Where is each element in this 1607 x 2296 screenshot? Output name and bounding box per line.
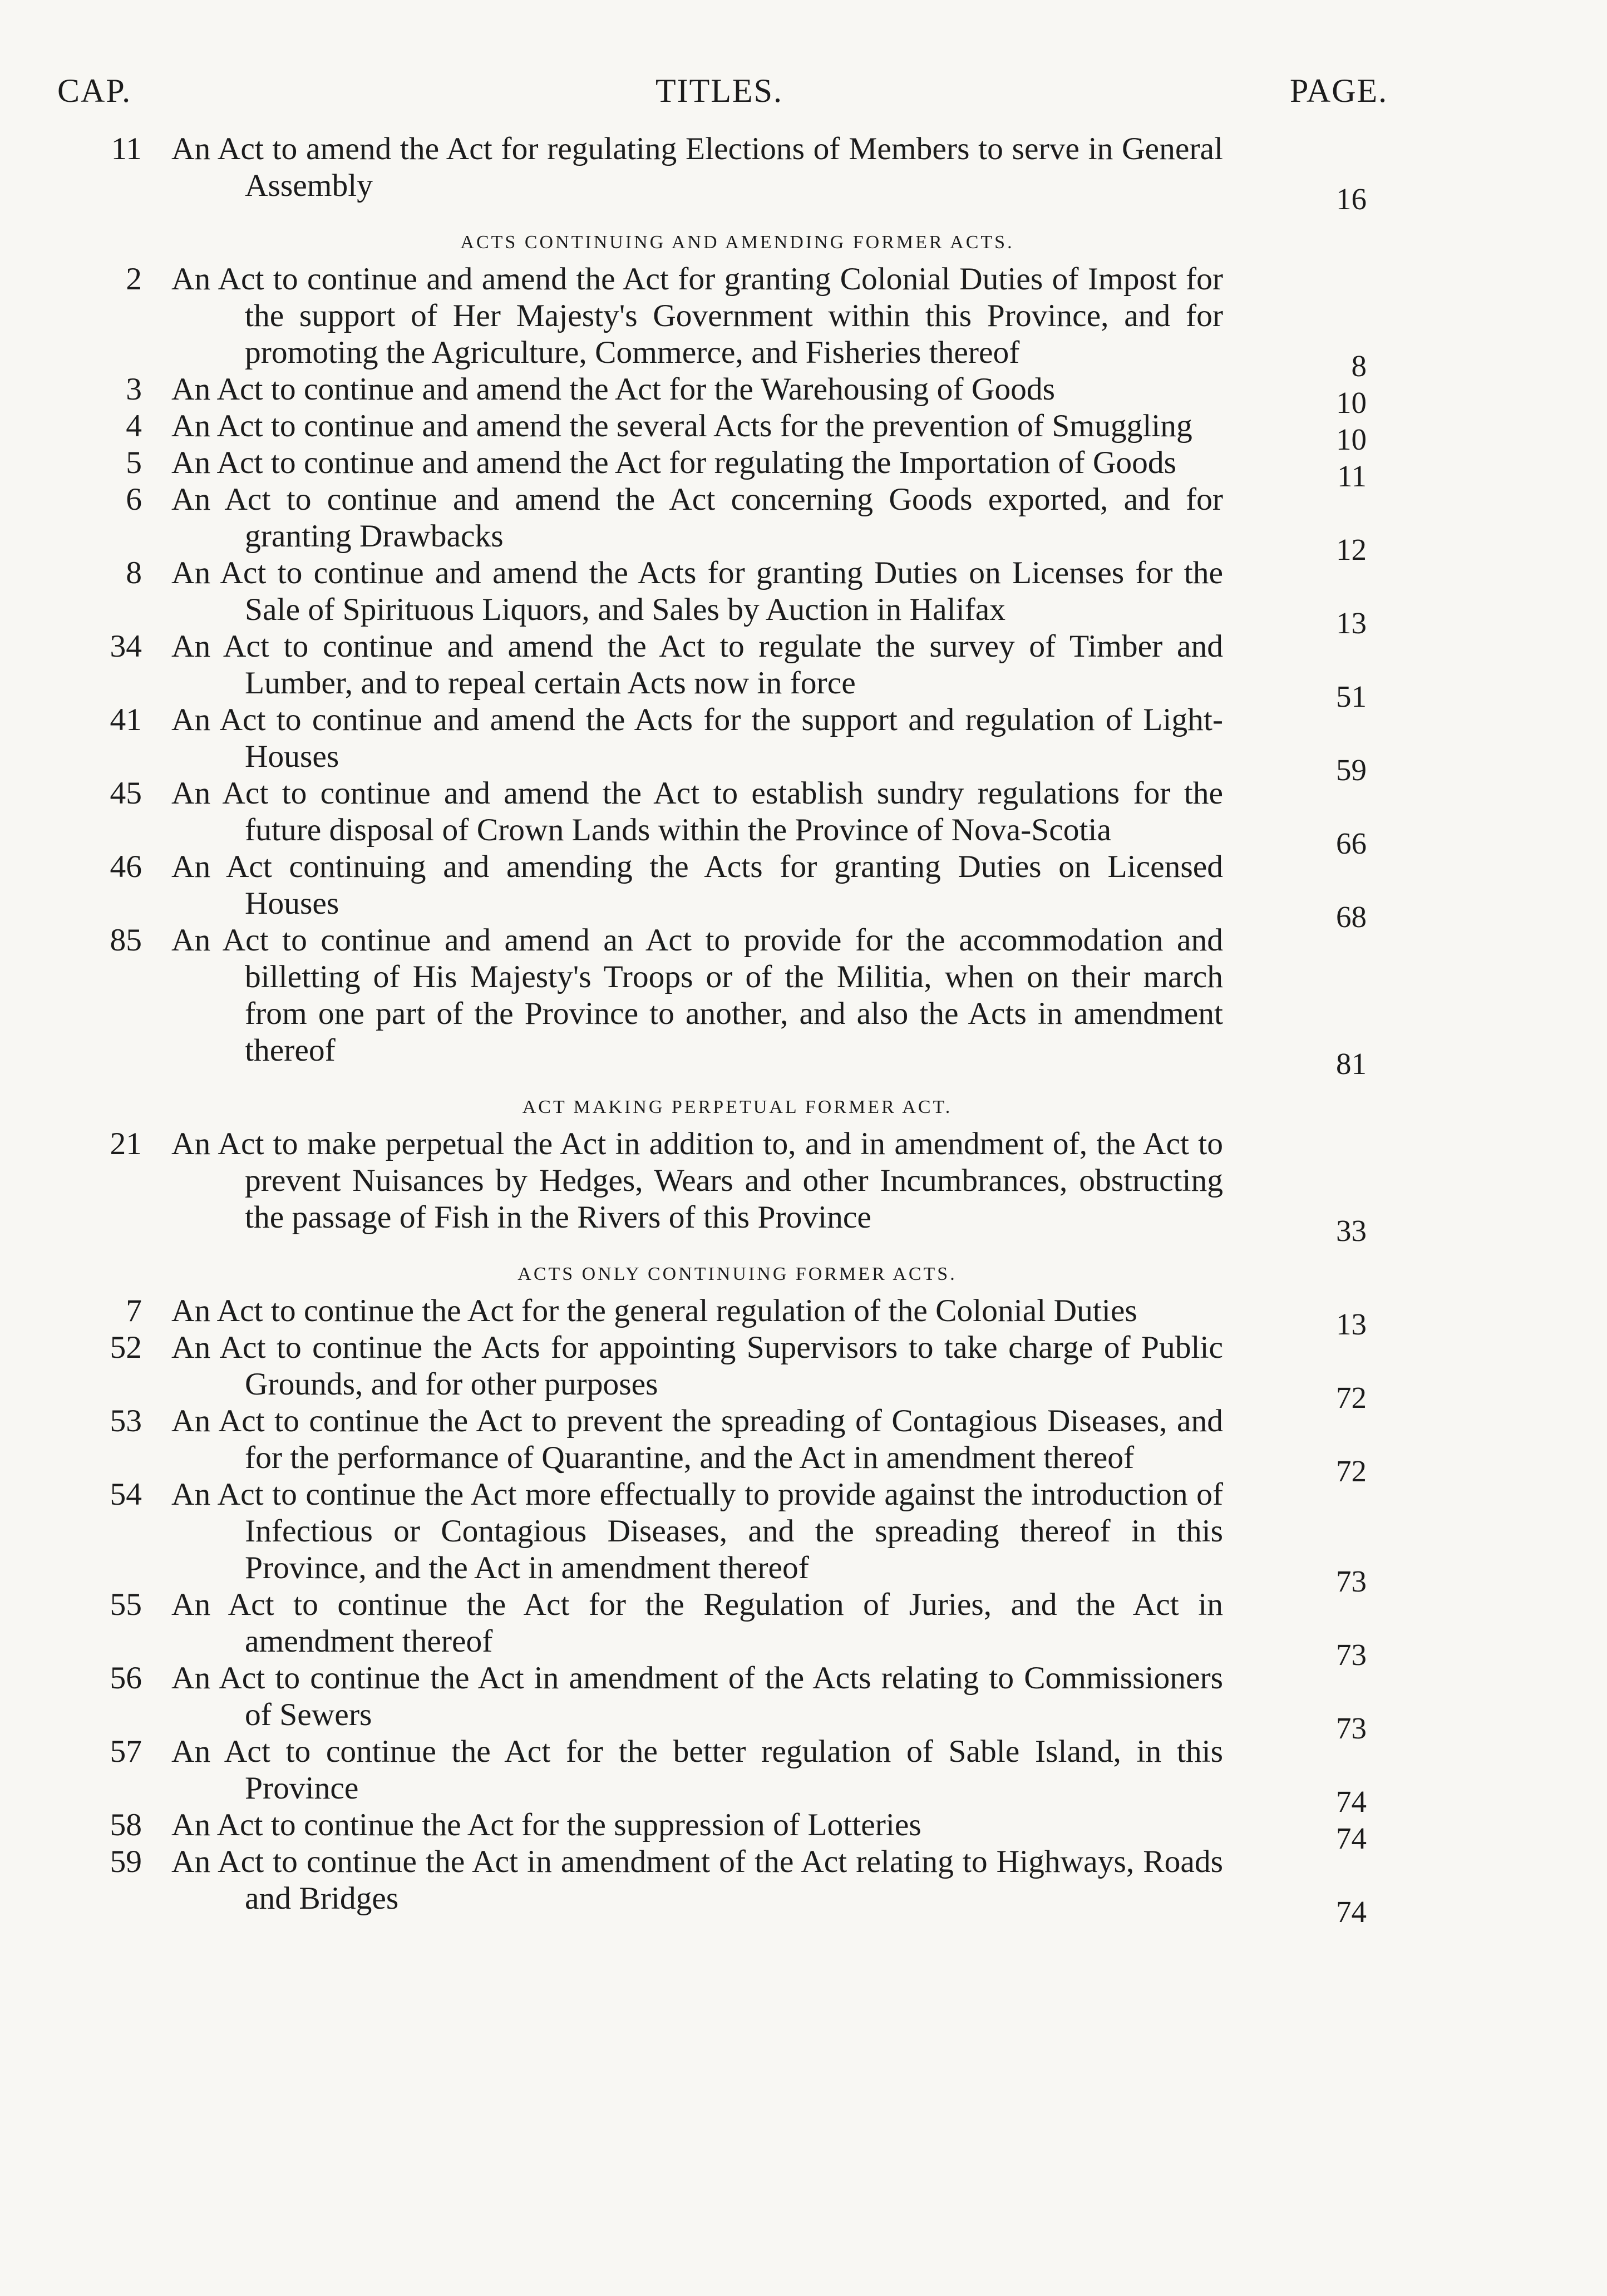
- contents-entry: [0, 1807, 1607, 1855]
- contents-entry: [0, 628, 1607, 713]
- chapter-number: 46: [110, 849, 142, 884]
- page-number: 72: [1336, 1381, 1367, 1415]
- page-number: 81: [1336, 1047, 1367, 1081]
- contents-entry: [0, 1126, 1607, 1248]
- contents-entry: [0, 1293, 1607, 1341]
- act-title: An Act to continue and amend the Acts for the support and regulation of Light-Houses: [171, 702, 1223, 774]
- contents-entry: [0, 775, 1607, 860]
- chapter-number: 54: [110, 1477, 142, 1512]
- page-number: 11: [1337, 459, 1367, 493]
- section-heading: ACTS ONLY CONTINUING FORMER ACTS.: [517, 1264, 957, 1284]
- contents-entry: [0, 131, 1607, 216]
- act-title: An Act to continue and amend the Acts for granting Duties on Licenses for the Sale of Spirituous Liquors, and Sales by Auction in Halifax: [171, 555, 1223, 627]
- chapter-number: 41: [110, 702, 142, 737]
- page-number: 10: [1336, 386, 1367, 420]
- chapter-number: 11: [111, 131, 142, 166]
- act-title: An Act to continue and amend the Act for granting Colonial Duties of Impost for the support of Her Majesty's Government within this Province, and for promoting the Agriculture, Commerce, and Fisheries thereof: [171, 262, 1223, 370]
- contents-entry: [0, 702, 1607, 787]
- contents-entry: [0, 1660, 1607, 1745]
- act-title: An Act to continue and amend the Act to regulate the survey of Timber and Lumber, and to repeal certain Acts now in force: [171, 629, 1223, 701]
- chapter-number: 2: [126, 262, 142, 297]
- page-number: 72: [1336, 1454, 1367, 1488]
- chapter-number: 3: [126, 372, 142, 407]
- act-title: An Act to continue the Act to prevent the spreading of Contagious Diseases, and for the performance of Quarantine, and the Act in amendment thereof: [171, 1403, 1223, 1475]
- contents-entry: [0, 371, 1607, 420]
- contents-entry: [0, 481, 1607, 566]
- page-number: 13: [1336, 606, 1367, 640]
- act-title: An Act to continue the Act for the general regulation of the Colonial Duties: [171, 1293, 1137, 1328]
- chapter-number: 4: [126, 408, 142, 444]
- chapter-number: 85: [110, 923, 142, 958]
- act-title: An Act to make perpetual the Act in addition to, and in amendment of, the Act to prevent Nuisances by Hedges, Wears and other Incumbrances, obstructing the passage of Fish in the Rivers of this Province: [171, 1126, 1223, 1235]
- chapter-number: 8: [126, 555, 142, 590]
- act-title: An Act to continue and amend an Act to provide for the accommodation and billetting of His Majesty's Troops or of the Militia, when on their march from one part of the Province to another, and also the Acts in amendment thereof: [171, 923, 1223, 1068]
- page-number: 74: [1336, 1895, 1367, 1929]
- chapter-number: 57: [110, 1734, 142, 1769]
- contents-entry: [0, 445, 1607, 493]
- act-title: An Act to continue and amend the Act concerning Goods exported, and for granting Drawbacks: [171, 482, 1223, 554]
- chapter-number: 45: [110, 776, 142, 811]
- contents-entry: [0, 1403, 1607, 1488]
- chapter-number: 34: [110, 629, 142, 664]
- chapter-number: 53: [110, 1403, 142, 1438]
- act-title: An Act continuing and amending the Acts for granting Duties on Licensed Houses: [171, 849, 1223, 921]
- contents-entry: [0, 408, 1607, 456]
- chapter-number: 59: [110, 1844, 142, 1879]
- contents-entry: [0, 1844, 1607, 1929]
- act-title: An Act to continue and amend the Act to establish sundry regulations for the future disposal of Crown Lands within the Province of Nova-Scotia: [171, 776, 1223, 848]
- page-number: 13: [1336, 1307, 1367, 1341]
- contents-entry: [0, 1733, 1607, 1819]
- act-title: An Act to continue the Act more effectually to provide against the introduction of Infectious or Contagious Diseases, and the spreading thereof in this Province, and the Act in amendment thereof: [171, 1477, 1223, 1585]
- act-title: An Act to continue the Act in amendment of the Acts relating to Commissioners of Sewers: [171, 1661, 1223, 1732]
- chapter-number: 21: [110, 1126, 142, 1161]
- act-title: An Act to continue and amend the Act for the Warehousing of Goods: [171, 372, 1055, 407]
- contents-entry: [0, 922, 1607, 1081]
- act-title: An Act to continue the Act for the Regulation of Juries, and the Act in amendment thereof: [171, 1587, 1223, 1659]
- page-number: 66: [1336, 826, 1367, 860]
- chapter-number: 5: [126, 445, 142, 480]
- section-heading: ACTS CONTINUING AND AMENDING FORMER ACTS.: [460, 232, 1014, 253]
- page-number: 74: [1336, 1785, 1367, 1819]
- page-number: 8: [1351, 349, 1367, 383]
- contents-entry: [0, 261, 1607, 383]
- chapter-number: 55: [110, 1587, 142, 1622]
- page-column-header: PAGE.: [1290, 72, 1388, 109]
- contents-entry: [0, 1586, 1607, 1672]
- page-number: 73: [1336, 1564, 1367, 1598]
- page-number: 59: [1336, 753, 1367, 787]
- page-number: 10: [1336, 422, 1367, 456]
- cap-column-header: CAP.: [57, 72, 132, 109]
- page-number: 16: [1336, 182, 1367, 216]
- chapter-number: 6: [126, 482, 142, 517]
- act-title: An Act to continue and amend the Act for regulating the Importation of Goods: [171, 445, 1177, 480]
- chapter-number: 7: [126, 1293, 142, 1328]
- page-number: 68: [1336, 900, 1367, 934]
- contents-entry: [0, 1476, 1607, 1598]
- contents-entries: [0, 131, 1607, 1929]
- act-title: An Act to continue the Act in amendment of the Act relating to Highways, Roads and Bridges: [171, 1844, 1223, 1916]
- titles-column-header: TITLES.: [655, 72, 783, 109]
- act-title: An Act to continue and amend the several Acts for the prevention of Smuggling: [171, 408, 1192, 444]
- act-title: An Act to continue the Acts for appointing Supervisors to take charge of Public Grounds, and for other purposes: [171, 1330, 1223, 1402]
- chapter-number: 58: [110, 1807, 142, 1842]
- contents-table: [0, 64, 1607, 1929]
- page-number: 33: [1336, 1214, 1367, 1248]
- section-heading: ACT MAKING PERPETUAL FORMER ACT.: [522, 1097, 953, 1117]
- contents-entry: [0, 555, 1607, 640]
- page-number: 74: [1336, 1821, 1367, 1855]
- act-title: An Act to continue the Act for the better regulation of Sable Island, in this Province: [171, 1734, 1223, 1806]
- column-header-row: [0, 64, 1607, 131]
- page-number: 12: [1336, 533, 1367, 566]
- act-title: An Act to amend the Act for regulating Elections of Members to serve in General Assembly: [171, 131, 1223, 203]
- page-number: 51: [1336, 679, 1367, 713]
- chapter-number: 52: [110, 1330, 142, 1365]
- contents-entry: [0, 1329, 1607, 1415]
- act-title: An Act to continue the Act for the suppression of Lotteries: [171, 1807, 921, 1842]
- contents-entry: [0, 849, 1607, 934]
- chapter-number: 56: [110, 1661, 142, 1696]
- page-number: 73: [1336, 1638, 1367, 1672]
- page-number: 73: [1336, 1711, 1367, 1745]
